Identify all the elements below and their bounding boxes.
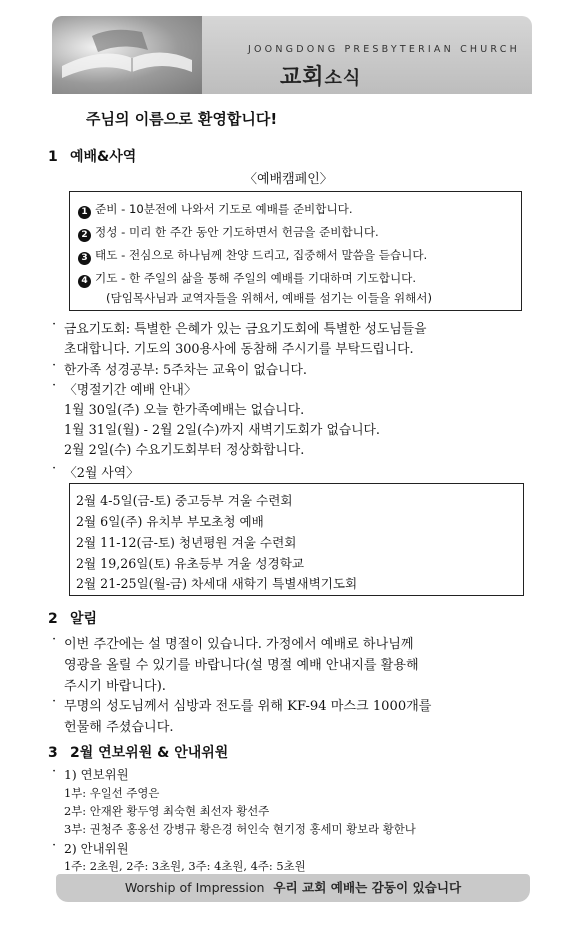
section-2-heading: 2 알림 (48, 611, 98, 627)
february-item: 2월 11-12(금-토) 청년평원 겨울 수련회 (76, 535, 297, 550)
bullet-dot: · (52, 317, 57, 332)
footer-korean: 우리 교회 예배는 감동이 있습니다 (273, 880, 462, 895)
notice-1-line: 영광을 올릴 수 있기를 바랍니다(설 명절 예배 안내지를 활용해 (64, 658, 419, 673)
bullet-dot: · (52, 838, 57, 853)
holiday-title: 〈명절기간 예배 안내〉 (64, 383, 197, 398)
welcome-text: 주님의 이름으로 환영합니다! (86, 110, 278, 128)
february-box (69, 483, 524, 596)
holiday-line: 2월 2일(수) 수요기도회부터 정상화합니다. (64, 443, 305, 458)
campaign-item: 1 준비 - 10분전에 나와서 기도로 예배를 준비합니다. (78, 201, 353, 219)
february-item: 2월 21-25일(월-금) 차세대 새학기 특별새벽기도회 (76, 576, 358, 591)
friday-prayer-line-2: 초대합니다. 기도의 300용사에 동참해 주시기를 부탁드립니다. (64, 342, 414, 357)
campaign-title: 〈예배캠페인〉 (244, 172, 333, 187)
header-banner (52, 16, 532, 94)
guide-line: 1주: 2초원, 2주: 3초원, 3주: 4초원, 4주: 5초원 (64, 859, 306, 873)
family-study: 한가족 성경공부: 5주차는 교육이 없습니다. (64, 363, 307, 378)
bullet-dot: · (52, 694, 57, 709)
campaign-item: 4 기도 - 한 주일의 삶을 통해 주일의 예배를 기대하며 기도합니다. (78, 270, 416, 288)
campaign-item: 3 태도 - 전심으로 하나님께 찬양 드리고, 집중해서 말씀을 듣습니다. (78, 247, 427, 265)
section-1-heading: 1 예배&사역 (48, 149, 137, 165)
bullet-dot: · (52, 378, 57, 393)
notice-2-line: 헌물해 주셨습니다. (64, 720, 174, 735)
page-title (280, 60, 361, 91)
campaign-item: 2 정성 - 미리 한 주간 동안 기도하면서 헌금을 준비합니다. (78, 224, 379, 242)
offering-committee-title: 1) 연보위원 (64, 767, 129, 782)
guide-committee-title: 2) 안내위원 (64, 841, 129, 856)
campaign-note: (담임목사님과 교역자들을 위해서, 예배를 섬기는 이들을 위해서) (106, 291, 433, 305)
notice-2-line: 무명의 성도님께서 심방과 전도를 위해 KF-94 마스크 1000개를 (64, 699, 432, 714)
holiday-line: 1월 31일(월) - 2월 2일(수)까지 새벽기도회가 없습니다. (64, 423, 380, 438)
friday-prayer-line-1: 금요기도회: 특별한 은혜가 있는 금요기도회에 특별한 성도님들을 (64, 322, 427, 337)
offering-line: 1부: 우일선 주영은 (64, 786, 160, 800)
offering-line: 3부: 권청주 홍옹선 강병규 황은경 허인숙 현기정 홍세미 황보라 황한나 (64, 822, 416, 836)
february-item: 2월 19,26일(토) 유초등부 겨울 성경학교 (76, 556, 305, 571)
footer-banner (56, 874, 530, 902)
notice-1-line: 주시기 바랍니다). (64, 679, 166, 694)
section-3-heading: 3 2월 연보위원 & 안내위원 (48, 745, 229, 761)
bullet-dot: · (52, 358, 57, 373)
bullet-dot: · (52, 764, 57, 779)
campaign-box (69, 191, 522, 311)
church-name: JOONGDONG PRESBYTERIAN CHURCH (248, 44, 520, 55)
title-main: 교회 (280, 65, 325, 90)
notice-1-line: 이번 주간에는 설 명절이 있습니다. 가정에서 예배로 하나님께 (64, 637, 414, 652)
bible-image (52, 16, 202, 94)
bullet-dot: · (52, 461, 57, 476)
february-item: 2월 4-5일(금-토) 중고등부 겨울 수련회 (76, 493, 293, 508)
footer-english: Worship of Impression (124, 880, 265, 895)
bullet-dot: · (52, 632, 57, 647)
february-title: 〈2월 사역〉 (64, 466, 139, 481)
title-small: 소식 (324, 68, 362, 89)
february-item: 2월 6일(주) 유치부 부모초청 예배 (76, 514, 264, 529)
offering-line: 2부: 안재완 황두영 최숙현 최선자 황선주 (64, 804, 270, 818)
holiday-line: 1월 30일(주) 오늘 한가족예배는 없습니다. (64, 403, 305, 418)
